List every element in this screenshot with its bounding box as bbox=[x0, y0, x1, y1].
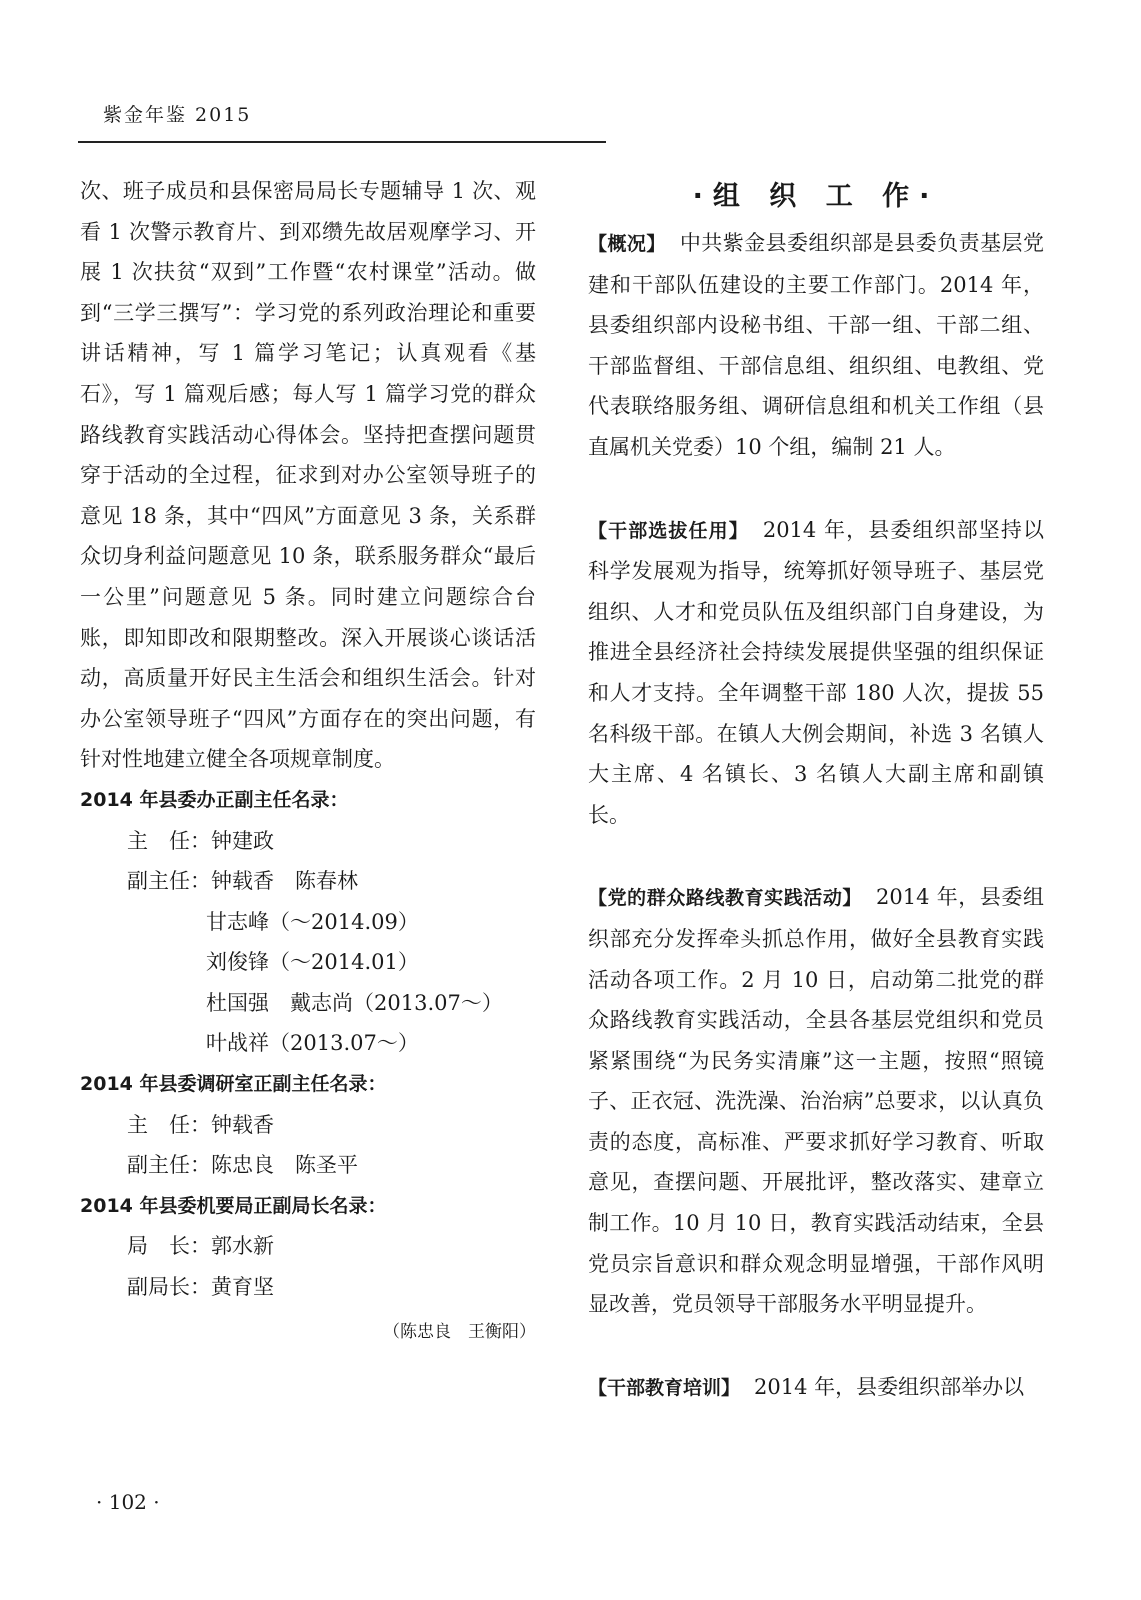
roster-line: 局 长：郭水新 bbox=[127, 1234, 274, 1259]
entry-tag: 【干部选拔任用】 bbox=[588, 519, 749, 542]
roster-title: 2014 年县委机要局正副局长名录： bbox=[80, 1194, 387, 1217]
entry-text: 2014 年，县委组织部坚持以科学发展观为指导，统筹抓好领导班子、基层党组织、人才和党员队伍及组织部门自身建设，为推进全县经济社会持续发展提供坚强的组织保证和人才支持。全年调整干部 180 人次，提拔 55 名科级干部。在镇人大例会期间，补选 3 名镇人大主席、4 名镇长、3 名镇人大副主席和副镇长。 bbox=[588, 517, 1044, 827]
roster-line: 副主任：陈忠良 陈圣平 bbox=[127, 1153, 358, 1178]
roster-subline: 甘志峰（～2014.09） bbox=[206, 909, 419, 934]
right-column bbox=[588, 171, 1044, 1450]
entry-text: 2014 年，县委组织部充分发挥牵头抓总作用，做好全县教育实践活动各项工作。2 月 10 日，启动第二批党的群众路线教育实践活动，全县各基层党组织和党员紧紧围绕“为民务实清廉”这一主题，按照“照镜子、正衣冠、洗洗澡、治治病”总要求，以认真负责的态度，高标准、严要求抓好学习教育、听取意见，查摆问题、开展批评，整改落实、建章立制工作。10 月 10 日，教育实践活动结束，全县党员宗旨意识和群众观念明显增强，干部作风明显改善，党员领导干部服务水平明显提升。 bbox=[588, 885, 1044, 1317]
entry-tag: 【党的群众路线教育实践活动】 bbox=[588, 887, 863, 910]
body-paragraph: 次、班子成员和县保密局局长专题辅导 1 次、观看 1 次警示教育片、到邓缵先故居观摩学习、开展 1 次扶贫“双到”工作暨“农村课堂”活动。做到“三学三撰写”：学习党的系列政治理论和重要讲话精神，写 1 篇学习笔记；认真观看《基石》，写 1 篇观后感；每人写 1 篇学习党的群众路线教育实践活动心得体会。坚持把查摆问题贯穿于活动的全过程，征求到对办公室领导班子的意见 18 条，其中“四风”方面意见 3 条，关系群众切身利益问题意见 10 条，联系服务群众“最后一公里”问题意见 5 条。同时建立问题综合台账，即知即改和限期整改。深入开展谈心谈话活动，高质量开好民主生活会和组织生活会。针对办公室领导班子“四风”方面存在的突出问题，有针对性地建立健全各项规章制度。 bbox=[80, 179, 536, 772]
roster-title: 2014 年县委办正副主任名录： bbox=[80, 788, 349, 811]
author-signature: （陈忠良 王衡阳） bbox=[383, 1321, 536, 1342]
roster-subline: 叶战祥（2013.07～） bbox=[206, 1031, 419, 1056]
entry-mass-line-campaign bbox=[588, 877, 1044, 1325]
roster-line: 副局长：黄育坚 bbox=[127, 1275, 274, 1300]
header-rule bbox=[78, 141, 606, 143]
running-header: 紫金年鉴 2015 bbox=[103, 104, 252, 126]
entry-text: 中共紫金县委组织部是县委负责基层党建和干部队伍建设的主要工作部门。2014 年，县委组织部内设秘书组、干部一组、干部二组、干部监督组、干部信息组、组织组、电教组、党代表联络服务组、调研信息组和机关工作组（县直属机关党委）10 个组，编制 21 人。 bbox=[588, 231, 1044, 459]
roster-line: 主 任：钟建政 bbox=[127, 828, 274, 853]
roster-line: 主 任：钟载香 bbox=[127, 1112, 274, 1137]
entry-tag: 【干部教育培训】 bbox=[588, 1376, 741, 1399]
entry-text: 2014 年，县委组织部举办以 bbox=[754, 1374, 1025, 1399]
entry-overview bbox=[588, 223, 1044, 468]
entry-cadre-selection bbox=[588, 510, 1044, 836]
roster-subline: 刘俊锋（～2014.01） bbox=[206, 950, 419, 975]
left-column bbox=[80, 171, 536, 1352]
section-title: ·组 织 工 作· bbox=[692, 181, 940, 212]
roster-line: 副主任：钟载香 陈春林 bbox=[127, 869, 358, 894]
roster-subline: 杜国强 戴志尚（2013.07～） bbox=[206, 990, 503, 1015]
roster-title: 2014 年县委调研室正副主任名录： bbox=[80, 1073, 387, 1096]
page-number: · 102 · bbox=[96, 1490, 160, 1514]
entry-cadre-training bbox=[588, 1367, 1044, 1409]
entry-tag: 【概况】 bbox=[588, 233, 666, 255]
